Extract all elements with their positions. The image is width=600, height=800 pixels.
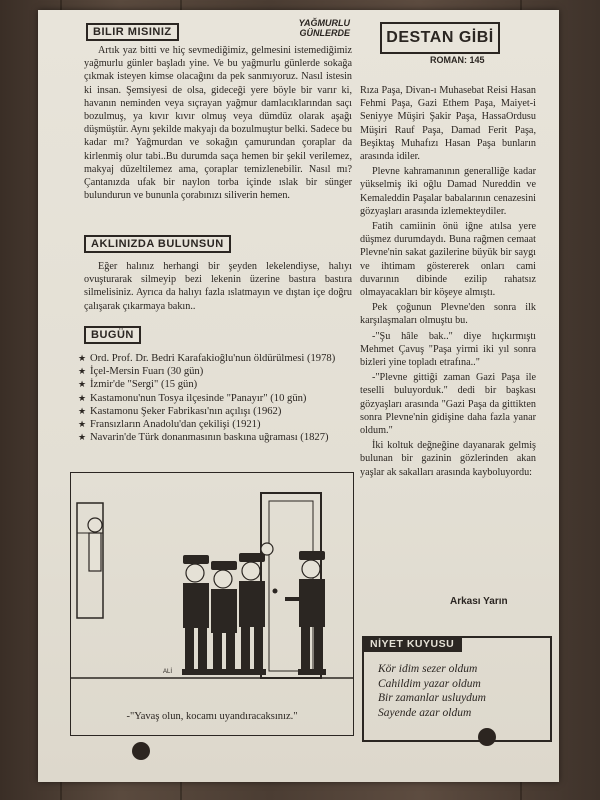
- bugun-label: BUGÜN: [84, 326, 141, 344]
- right-paragraph: İki koltuk değneğine dayanarak gelmiş bulunan bir gazinin gözlerinden akan yaşlar ak sakalları arasında kayboluyordu:: [360, 440, 536, 478]
- niyet-line: Cahildim yazar oldum: [378, 677, 481, 690]
- aklinizda-paragraph: Eğer halınız herhangi bir şeyden lekelendiyse, halıyı ovuşturarak silmeyip bezi lekenin üzerine bastıra bastıra silmelisiniz. Ayrıca da halıyı fazla ıslatmayın ve dıştan içe doğru çalışarak çıkarmaya bakın..: [84, 261, 352, 312]
- roman-label: ROMAN:: [430, 55, 467, 65]
- aklinizda-text: [84, 260, 352, 313]
- yagmurlu-paragraph: Artık yaz bitti ve hiç sevmediğimiz, gelmesini istemediğimiz yağmurlu günler başladı yine. Ve bu yağmurlu günlerde sokağa çıkmak isteyen kimse olacağını da pek sanmıyoruz. Nasıl istesin ki insan. Şemsiyesi de olsa, gideceği yere böyle bir varır ki, havanın neminden veya sıçrayan yağmur damlacıklarından saçı bozulmuş, ya kıvır kıvır olmuş veya dümdüz olarak aşağı düşmüştür. Aynı şekilde makyajı da bozulmuştur belki. Sadece bu kadar mı? Yağmurdan ve sokağın çamurundan çoraplar da kirlenmiş olur tabi..Bu durumda saça hemen bir şekil verilemez, makyaj düzeltilemez ama, çoraplar temizlenebilir. Nasıl mı? Çantanızda ufak bir naylon torba içinde ıslak bir sünger bulundurun ve bununla çorabınızı siliverin hemen.: [84, 45, 352, 202]
- subtitle-line-1: YAĞMURLU: [298, 18, 350, 28]
- bugun-item: ★ Kastamonu Şeker Fabrikası'nın açılışı (1962): [78, 405, 358, 418]
- niyet-kuyusu-label: NİYET KUYUSU: [362, 636, 462, 652]
- right-paragraph: Pek çoğunun Plevne'den sonra ilk karşılaşmaları olmuştu bu.: [360, 302, 536, 327]
- niyet-line: Sayende azar oldum: [378, 706, 472, 719]
- bilir-misiniz-label: BILIR MISINIZ: [86, 23, 179, 41]
- policeman-3: [238, 543, 273, 675]
- right-paragraph: Fatih camiinin önü iğne atılsa yere düşmez durumdaydı. Buna rağmen cemaat Plevne'nin sakat gazilerine büyük bir saygı ve ihtimam göstererek onları cami duvarının dibinde ezilip rahatsız olmayacakları bir köşeye almıştı.: [360, 221, 536, 299]
- right-column-text: [360, 84, 536, 481]
- bugun-list: [78, 352, 358, 444]
- niyet-line: Kör idim sezer oldum: [378, 663, 478, 675]
- right-paragraph: Plevne kahramanının generalliğe kadar yükselmiş iki oğlu Damad Nureddin ve Kemaleddin Paşalar babalarının cenazesini gözyaşları arasında izlemekteydiler.: [360, 166, 536, 217]
- cartoon-illustration: [71, 473, 353, 703]
- punch-hole-left: [132, 742, 150, 760]
- punch-hole-right: [478, 728, 496, 746]
- yagmurlu-text: [84, 44, 352, 202]
- page-title: DESTAN GİBİ: [386, 29, 494, 46]
- bugun-item: ★ Navarin'de Türk donanmasının baskına uğraması (1827): [78, 431, 358, 444]
- bugun-item: ★ Ord. Prof. Dr. Bedri Karafakioğlu'nun öldürülmesi (1978): [78, 352, 358, 365]
- niyet-poem: [378, 662, 486, 720]
- cartoon-frame: [70, 472, 354, 736]
- right-paragraph: -"Şu hâle bak.." diye hıçkırmıştı Mehmet Çavuş "Paşa yirmi iki yıl sonra bizleri yine topladı etrafına..": [360, 330, 536, 369]
- niyet-kuyusu-box: [362, 636, 552, 742]
- aklinizda-label: AKLINIZDA BULUNSUN: [84, 235, 231, 253]
- policeman-4: [285, 551, 326, 675]
- policeman-2: [210, 561, 238, 675]
- section-subtitle: [270, 18, 350, 38]
- bugun-item: ★ Kastamonu'nun Tosya ilçesinde "Panayır" (10 gün): [78, 392, 358, 405]
- cartoon-caption: -"Yavaş olun, kocamı uyandıracaksınız.": [126, 711, 298, 722]
- subtitle-line-2: GÜNLERDE: [299, 28, 350, 38]
- right-paragraph: Rıza Paşa, Divan-ı Muhasebat Reisi Hasan Fehmi Paşa, Gazi Ethem Paşa, Maiyet-i Seniyye Müşiri Şakir Paşa, HassaOrdusu Müşiri Rauf Paşa, Damad Ferit Paşa, Beşiktaş Muhafızı Hasan Paşa bunların arasında idiler.: [360, 85, 536, 163]
- bugun-item: ★ Fransızların Anadolu'dan çekilişi (1921): [78, 418, 358, 431]
- policeman-1: [182, 555, 210, 675]
- bugun-item: ★ İzmir'de "Sergi" (15 gün): [78, 378, 358, 391]
- right-paragraph: -"Plevne gittiği zaman Gazi Paşa ile teselli buluyorduk." dedi bir başkası gözyaşları arasında "Gazi Paşa da gittikten sonra Plevne'nin gidişine daha fazla yanar oldum.": [360, 372, 536, 437]
- newspaper-clipping: [38, 10, 559, 782]
- cartoon-signature: ALİ: [163, 669, 173, 675]
- title-box: [380, 22, 500, 54]
- arkasi-yarin: Arkası Yarın: [450, 596, 508, 607]
- roman-value: 145: [469, 55, 485, 65]
- roman-number: [430, 55, 485, 65]
- niyet-line: Bir zamanlar usluydum: [378, 692, 486, 704]
- bugun-item: ★ İçel-Mersin Fuarı (30 gün): [78, 365, 358, 378]
